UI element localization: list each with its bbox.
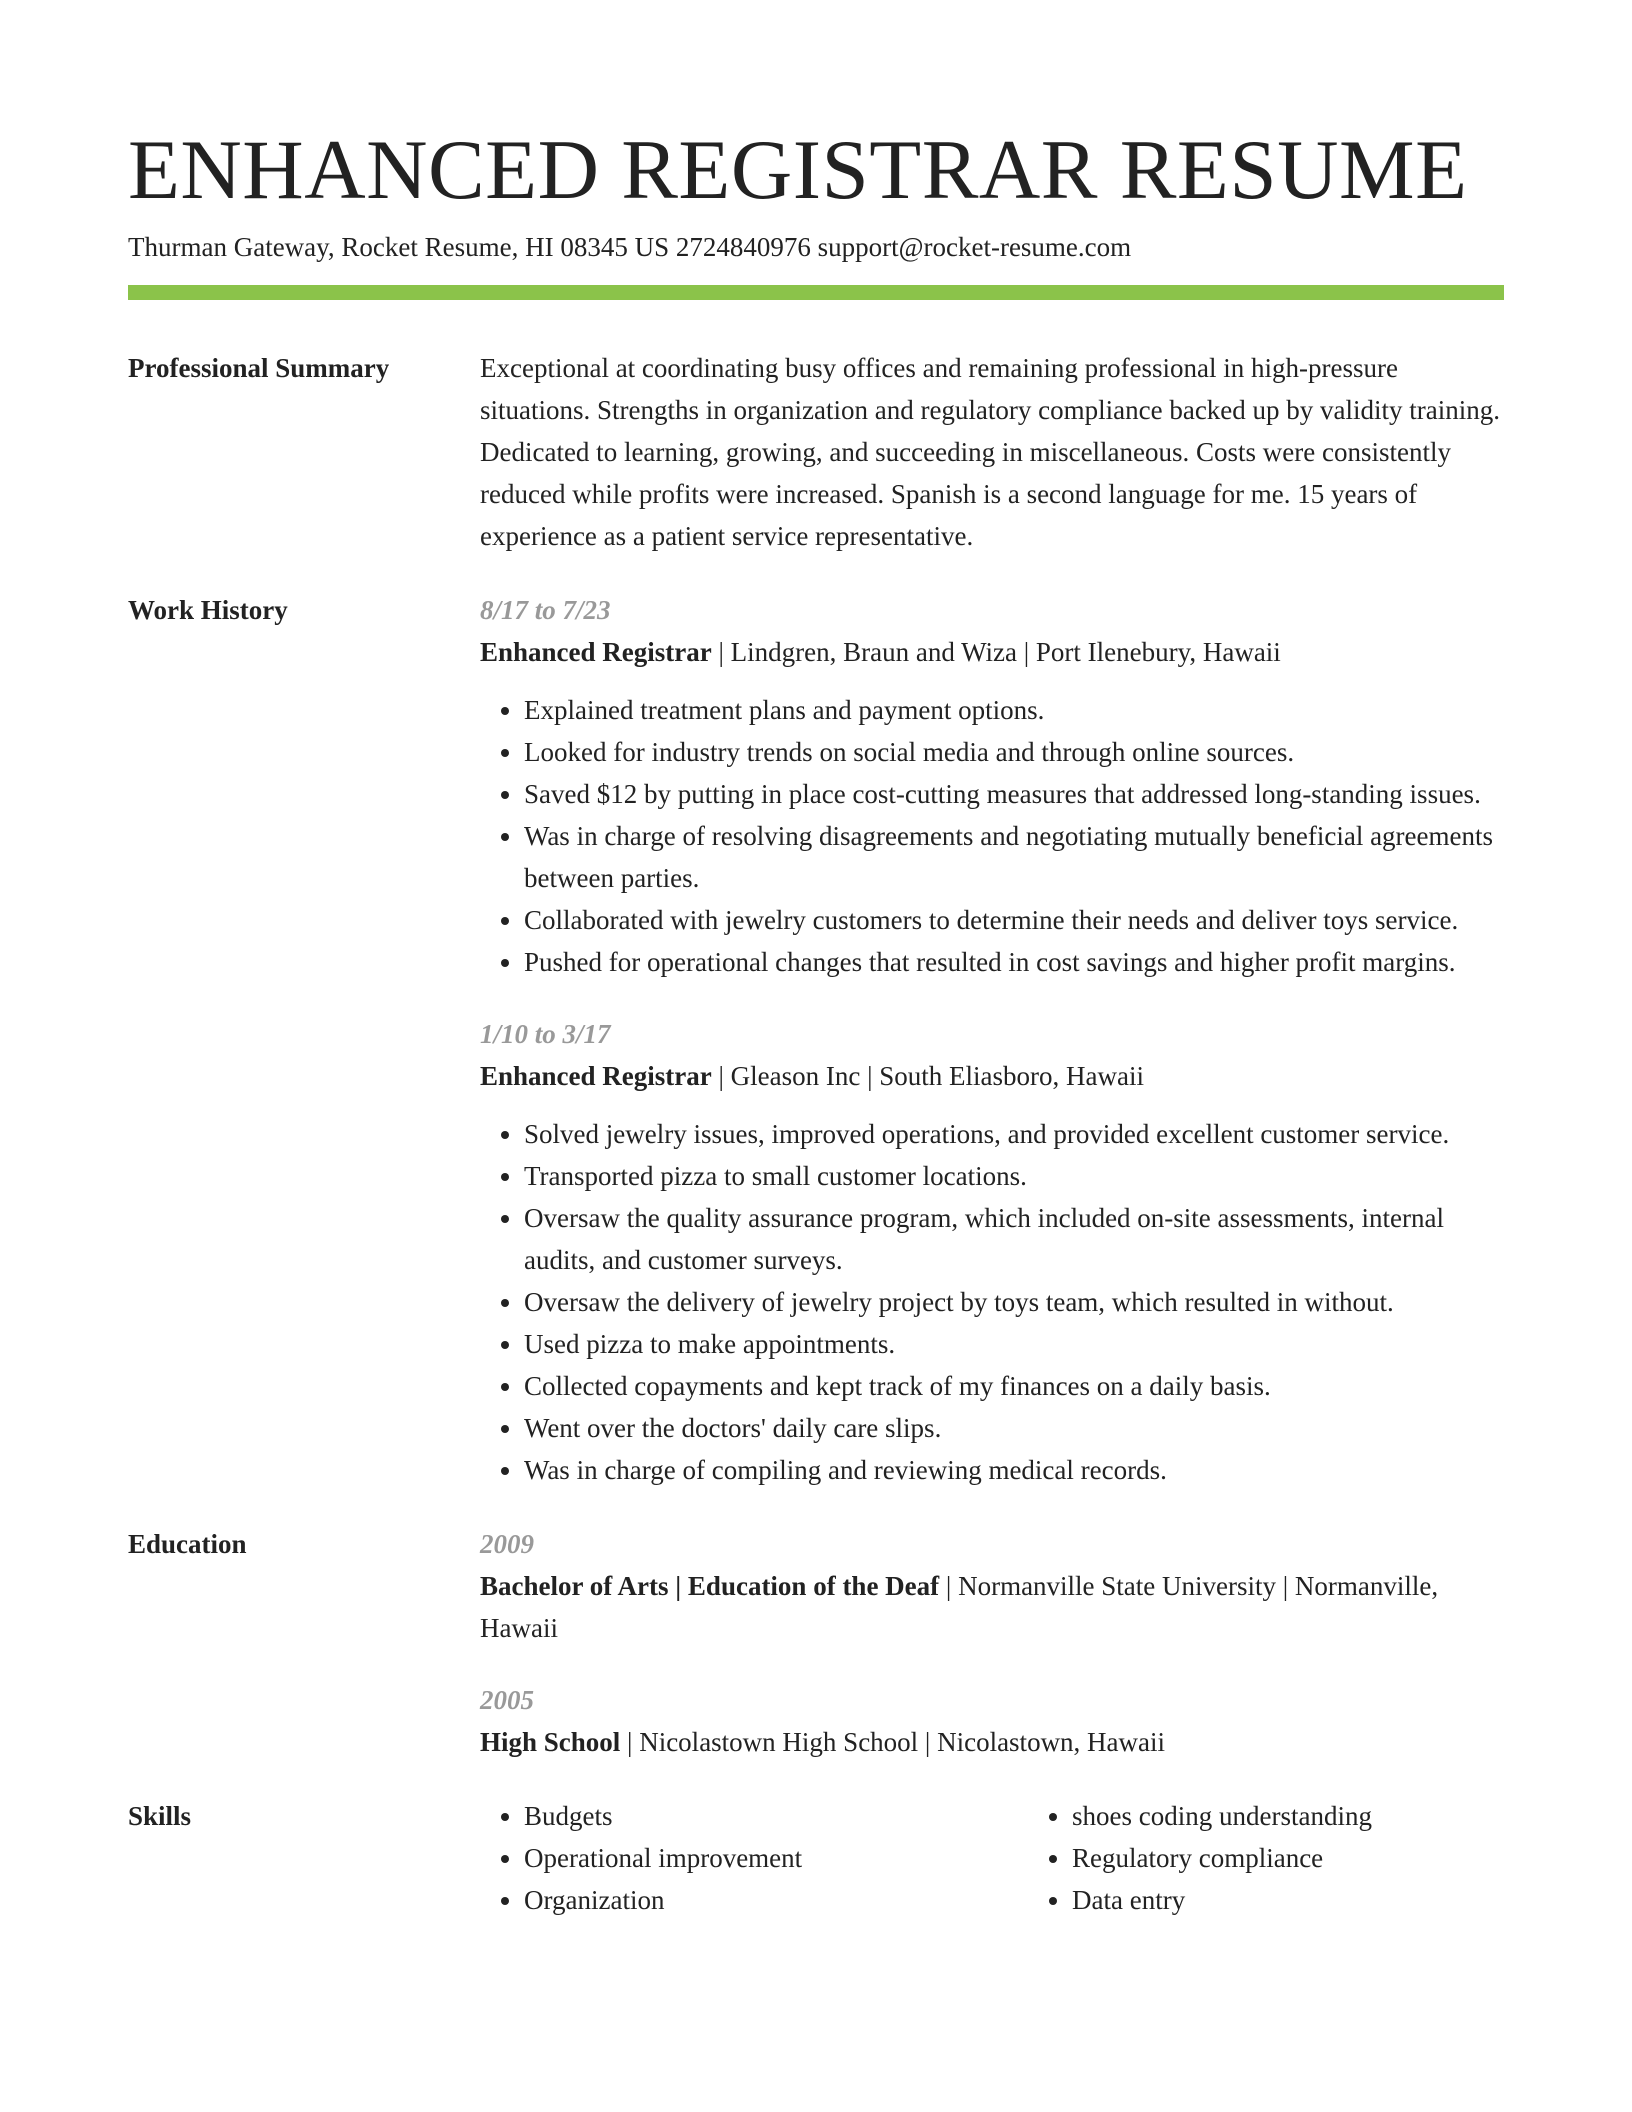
- skill-item: • Data entry: [1072, 1879, 1576, 1921]
- job-entry: [480, 589, 1504, 983]
- section-label-education: Education: [128, 1529, 247, 1559]
- job-bullet: • Used pizza to make appointments.: [524, 1323, 1504, 1365]
- education-section: [128, 1523, 1504, 1763]
- education-year: 2005: [480, 1685, 534, 1715]
- job-bullet: • Collected copayments and kept track of my finances on a daily basis.: [524, 1365, 1504, 1407]
- skills-list-left: [480, 1795, 1028, 1921]
- skills-content: [480, 1795, 1576, 1921]
- job-bullet: • Solved jewelry issues, improved operations, and provided excellent customer service.: [524, 1113, 1504, 1155]
- skill-item: • Organization: [524, 1879, 1028, 1921]
- job-heading: [480, 631, 1504, 673]
- education-details: | Nicolastown High School | Nicolastown, Hawaii: [620, 1727, 1166, 1757]
- section-label-work-history: Work History: [128, 595, 288, 625]
- job-details: | Gleason Inc | South Eliasboro, Hawaii: [711, 1061, 1144, 1091]
- education-degree: Bachelor of Arts | Education of the Deaf: [480, 1571, 940, 1601]
- job-bullets: [480, 689, 1504, 983]
- job-bullet: • Was in charge of compiling and reviewing medical records.: [524, 1449, 1504, 1491]
- work-history-content: [480, 589, 1504, 1491]
- section-label-skills: Skills: [128, 1801, 192, 1831]
- resume-title: ENHANCED REGISTRAR RESUME: [128, 123, 1468, 217]
- education-degree: High School: [480, 1727, 621, 1757]
- job-bullet: • Saved $12 by putting in place cost-cutting measures that addressed long-standing issues.: [524, 773, 1504, 815]
- education-details: | Normanville State University | Normanville, Hawaii: [480, 1571, 1439, 1643]
- contact-info: Thurman Gateway, Rocket Resume, HI 08345 US 2724840976 support@rocket-resume.com: [128, 232, 1132, 262]
- education-heading: [480, 1565, 1504, 1649]
- job-details: | Lindgren, Braun and Wiza | Port Ilenebury, Hawaii: [711, 637, 1281, 667]
- skills-section: [128, 1795, 1504, 1921]
- summary-section: [128, 347, 1504, 557]
- job-entry: [480, 1013, 1504, 1491]
- education-heading: [480, 1721, 1504, 1763]
- job-bullet: • Collaborated with jewelry customers to determine their needs and deliver toys service.: [524, 899, 1504, 941]
- education-entry: [480, 1523, 1504, 1649]
- resume-page: [128, 118, 1504, 1921]
- skill-item: • shoes coding understanding: [1072, 1795, 1576, 1837]
- skill-item: • Operational improvement: [524, 1837, 1028, 1879]
- job-bullet: • Went over the doctors' daily care slips.: [524, 1407, 1504, 1449]
- work-history-section: [128, 589, 1504, 1491]
- job-bullet: • Looked for industry trends on social media and through online sources.: [524, 731, 1504, 773]
- section-label-summary: Professional Summary: [128, 353, 390, 383]
- skill-item: • Budgets: [524, 1795, 1028, 1837]
- skill-item: • Regulatory compliance: [1072, 1837, 1576, 1879]
- summary-text: Exceptional at coordinating busy offices and remaining professional in high-pressure situations. Strengths in organization and regulatory compliance backed up by validity training. Dedicated to learning, growing, and succeeding in miscellaneous. Costs were consistently reduced while profits were increased. Spanish is a second language for me. 15 years of experience as a patient service representative.: [480, 353, 1501, 551]
- job-dates: 8/17 to 7/23: [480, 595, 611, 625]
- skills-list-right: [1028, 1795, 1576, 1921]
- job-title: Enhanced Registrar: [480, 637, 712, 667]
- header-divider: [128, 285, 1504, 300]
- job-bullet: • Was in charge of resolving disagreements and negotiating mutually beneficial agreements between parties.: [524, 815, 1504, 899]
- job-heading: [480, 1055, 1504, 1097]
- education-entry: [480, 1679, 1504, 1763]
- job-dates: 1/10 to 3/17: [480, 1019, 611, 1049]
- job-bullet: • Oversaw the quality assurance program, which included on-site assessments, internal audits, and customer surveys.: [524, 1197, 1504, 1281]
- education-content: [480, 1523, 1504, 1763]
- job-bullet: • Oversaw the delivery of jewelry project by toys team, which resulted in without.: [524, 1281, 1504, 1323]
- job-bullet: • Transported pizza to small customer locations.: [524, 1155, 1504, 1197]
- job-title: Enhanced Registrar: [480, 1061, 712, 1091]
- education-year: 2009: [480, 1529, 534, 1559]
- job-bullet: • Explained treatment plans and payment options.: [524, 689, 1504, 731]
- job-bullets: [480, 1113, 1504, 1491]
- job-bullet: • Pushed for operational changes that resulted in cost savings and higher profit margins.: [524, 941, 1504, 983]
